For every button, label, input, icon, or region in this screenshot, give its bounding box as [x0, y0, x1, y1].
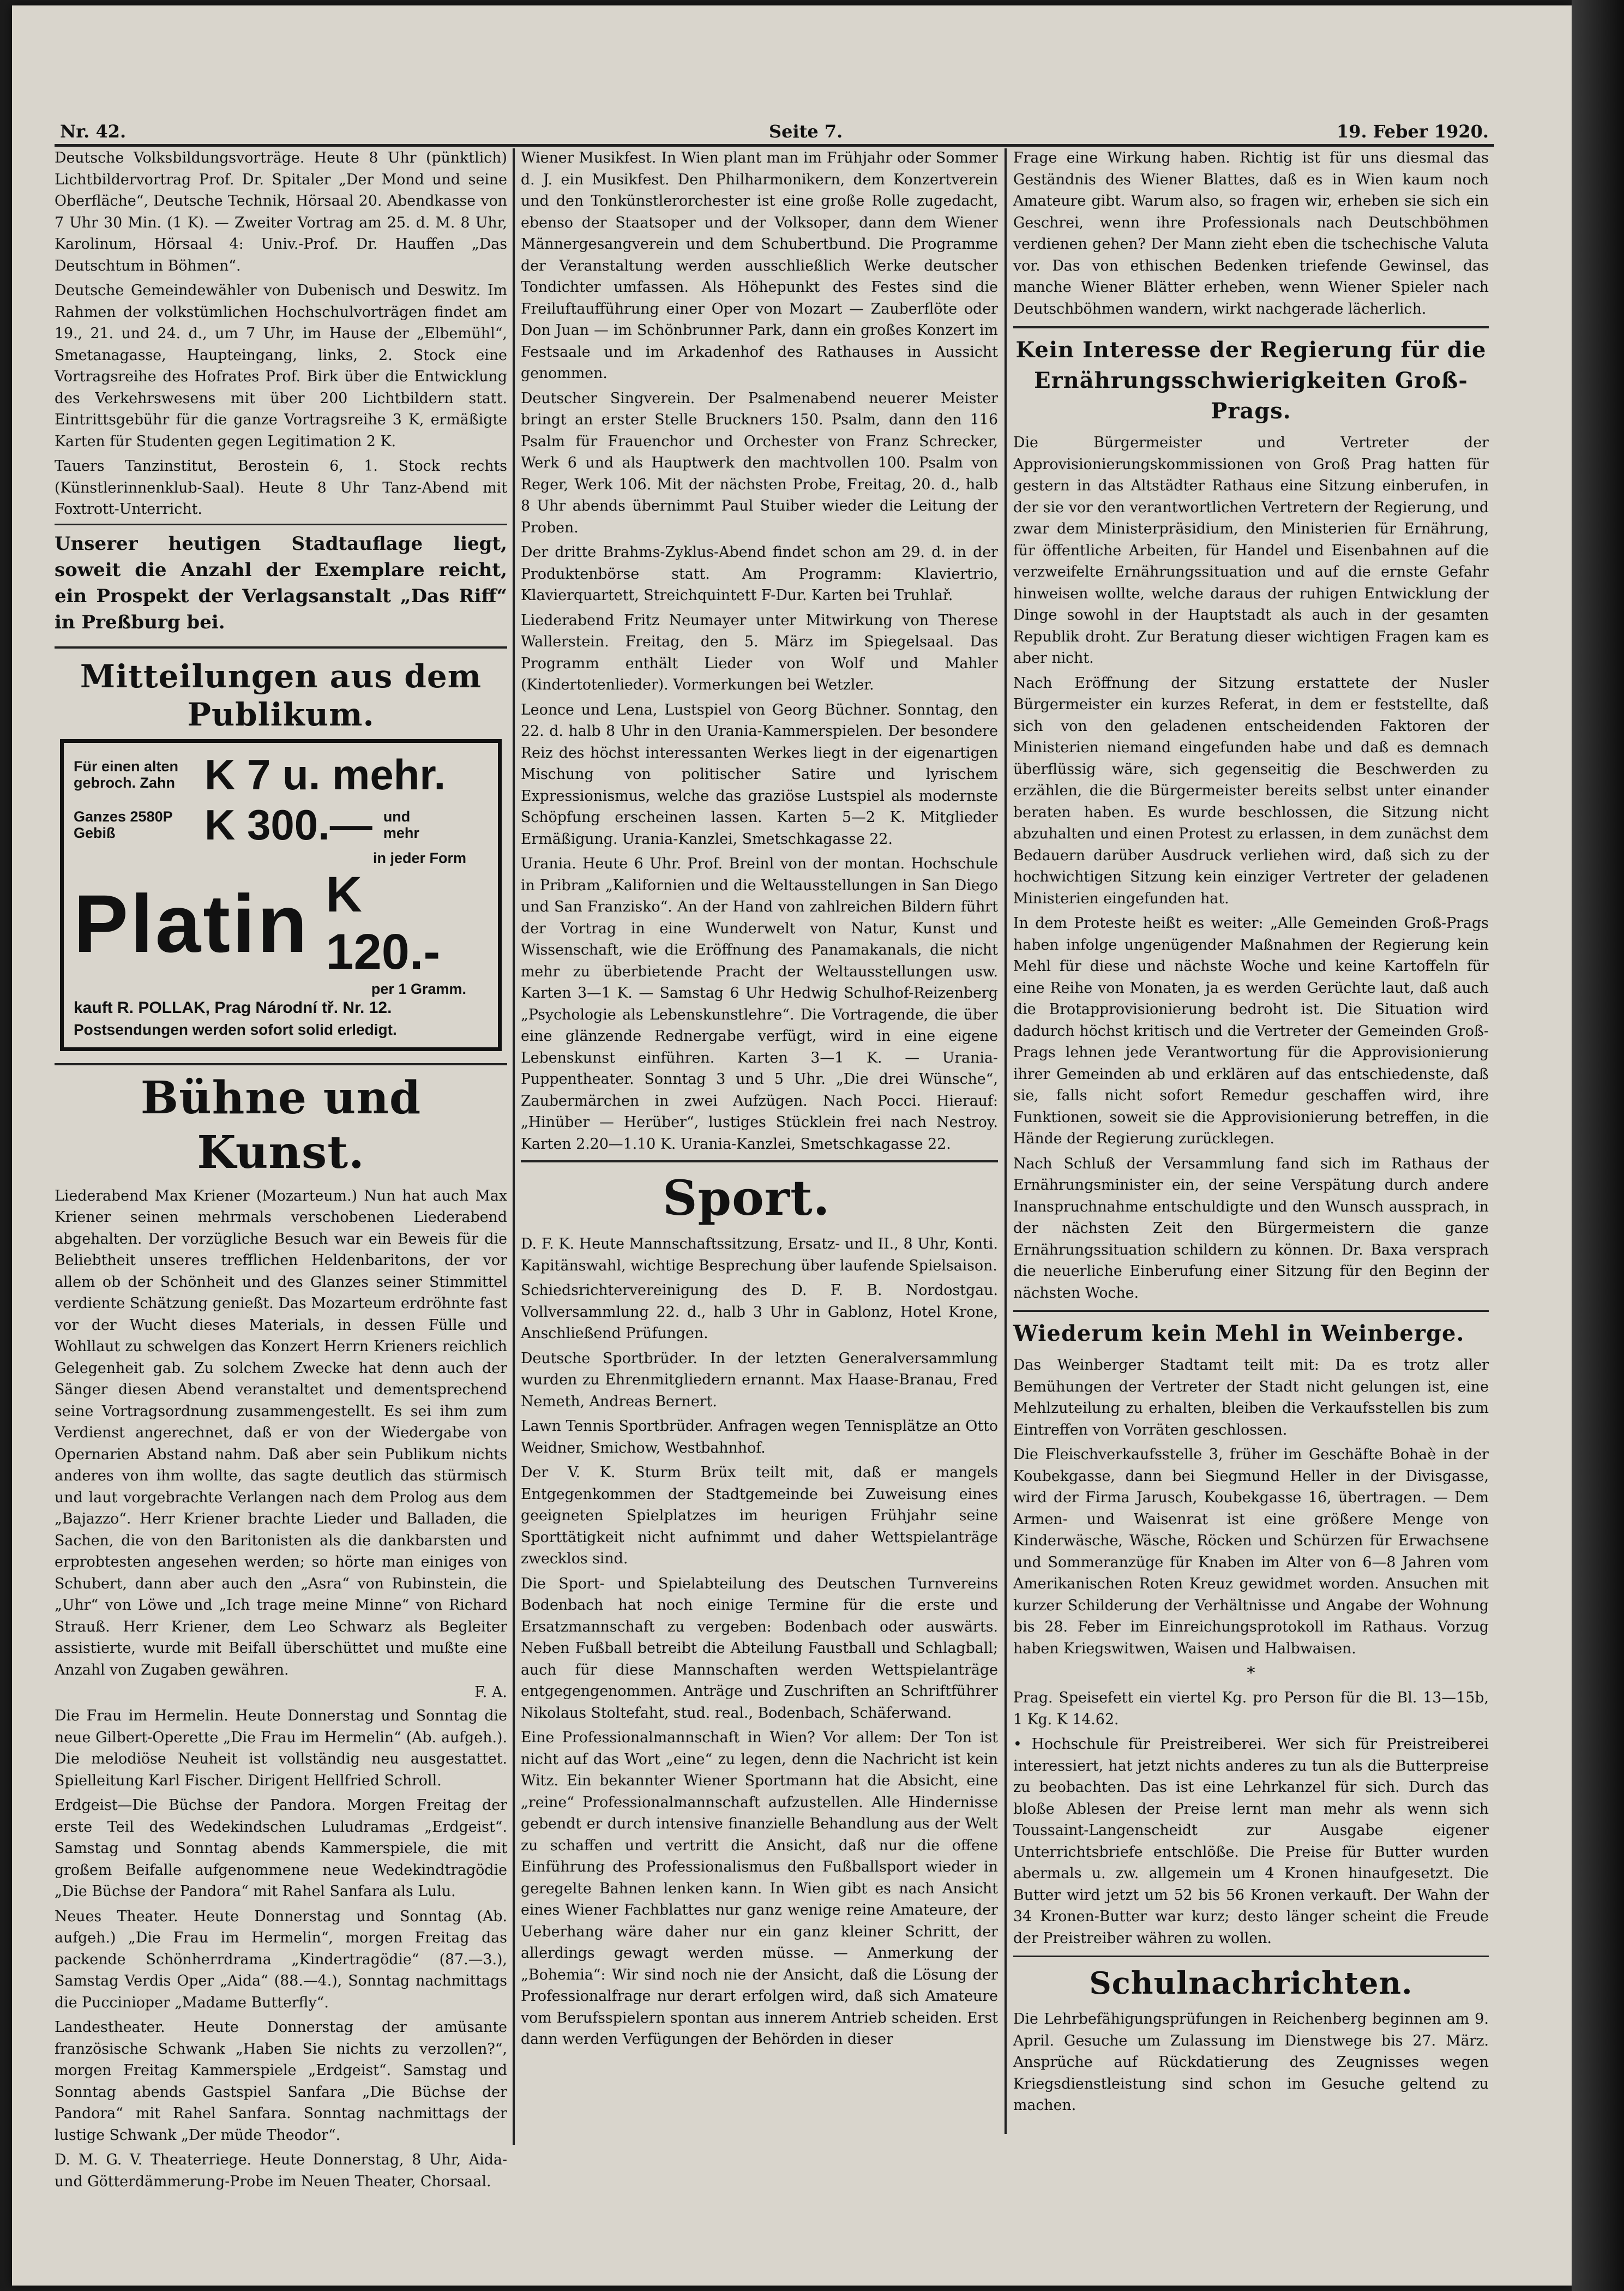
headline-regierung: Kein Interesse der Regierung für die Ernährungsschwierigkeiten Groß-Prags. [1015, 337, 1487, 424]
article-urania: Urania. Heute 6 Uhr. Prof. Breinl von der montan. Hochschule in Pribram „Kalifornien und die Weltausstellungen in San Diego und San Franzisko“. An der Hand von zahlreichen Bildern führt der Vortrag in eine Wunderwelt von Natur, Kunst und Wissenschaft, wie die Eröffnung des Panamakanals, die nicht mehr zu überbietende Pracht der Weltausstellungen usw. Karten 3—1 K. — Samstag 6 Uhr Hedwig Schulhof-Reizenberg „Psychologie als Lebenskunstlehre“. Die Vortragende, die über eine glänzende Rednergabe verfügt, wird in eine eigene Lebenskunst einführen. Karten 3—1 K. — Urania-Puppentheater. Sonntag 3 und 5 Uhr. „Die drei Wünsche“, Zaubermärchen in zwei Aufzügen. Nach Pocci. Hierauf: „Hinüber — Herüber“, lustiges Stücklein frei nach Nestroy. Karten 2.20—1.10 K. Urania-Kanzlei, Smetschkagasse 22. [521, 855, 998, 1153]
mitteilungen-title: Mitteilungen aus dem Publikum. [80, 657, 482, 733]
ad-per-gramm: per 1 Gramm. [371, 980, 466, 997]
issue-date: 19. Feber 1920. [1336, 121, 1489, 142]
article-gemeindewaehler: Deutsche Gemeindewähler von Dubenisch und Deswitz. Im Rahmen der volkstümlichen Hochschulvorträgen findet am 19., 21. und 24. d., um 7 Uhr, im Hause der „Elbemühl“, Smetanagasse, Haupteingang, links, 2. Stock eine Vortragsreihe des Hofrates Prof. Birk über die Entwicklung des Verkehrswesens mit über 200 Lichtbildern statt. Eintrittsgebühr für die ganze Vortragsreihe 3 K, ermäßigte Karten für Studenten gegen Legitimation 2 K. [55, 282, 507, 450]
page-number: Seite 7. [769, 121, 843, 142]
separator-star: * [1247, 1664, 1255, 1683]
column-3 [1013, 147, 1489, 2114]
article-kriener: Liederabend Max Kriener (Mozarteum.) Nun hat auch Max Kriener seinen mehrmals verschobenen Liederabend abgehalten. Der vorzügliche Besuch war ein Beweis für die Beliebtheit unseres trefflichen Heldenbaritons, der vor allem ob der Schönheit und des Glanzes seiner Stimmittel verdiente Schätzung genießt. Das Mozarteum erdröhnte fast vor der Wucht dieses Materials, in dessen Fülle und Wohllaut zu schwelgen das Konzert Herrn Krieners reichlich Gelegenheit gab. Zu solchem Zwecke hat denn auch der Sänger diesen Abend veranstaltet und dementsprechend seine Vortragsordnung zusammengestellt. Es sei ihm zum Verdienst angerechnet, daß er von der Wiedergabe von Opernarien Abstand nahm. Daß aber sein Publikum nichts anderes von ihm wollte, das sagte deutlich das stürmisch und laut vorgebrachte Verlangen nach dem Prolog aus dem „Bajazzo“. Herr Kriener brachte Lieder und Balladen, die Sachen, die von den Baritonisten als die dankbarsten und erprobtesten angesehen werden; so hörte man einiges von Schubert, dann aber auch den „Asra“ von Rubinstein, die „Uhr“ von Löwe und „Ich trage meine Minne“ von Richard Strauß. Herr Kriener, dem Leo Schwarz als Begleiter assistierte, wurde mit Beifall überschüttet und mußte eine Anzahl von Zugaben gewähren. [55, 1187, 507, 1678]
article-sturm-bruex: Der V. K. Sturm Brüx teilt mit, daß er mangels Entgegenkommen der Stadtgemeinde bei Zuweisung eines geeigneten Spielplatzes im heurigen Frühjahr seine Sporttätigkeit nicht aufnimmt und daher Wettspielanträge zwecklos sind. [521, 1464, 998, 1567]
ad-zahn-price: K 7 u. mehr. [204, 750, 446, 799]
article-neumayer: Liederabend Fritz Neumayer unter Mitwirkung von Therese Wallerstein. Freitag, den 5. März im Spiegelsaal. Das Programm enthält Lieder von Wolf und Mahler (Kindertotenlieder). Vormerkungen bei Wetzler. [521, 611, 998, 693]
ad-zahn-label: Für einen alten gebroch. Zahn [74, 758, 179, 791]
column-2 [521, 147, 998, 2166]
column-divider-2 [1005, 148, 1007, 2134]
buehne-title: Bühne und Kunst. [140, 1071, 422, 1179]
column-1 [55, 147, 507, 2190]
column-divider-1 [513, 148, 515, 2145]
article-sportbrueder: Deutsche Sportbrüder. In der letzten Generalversammlung wurden zu Ehrenmitgliedern ernannt. Max Haase-Branau, Fred Nemeth, Andreas Bernert. [521, 1350, 998, 1410]
article-neues-theater: Neues Theater. Heute Donnerstag und Sonntag (Ab. aufgeh.) „Die Frau im Hermelin“, morgen Freitag das packende Schönherrdrama „Kindertragödie“ (87.—3.), Samstag Verdis Oper „Aida“ (88.—4.), Sonntag nachmittags die Puccinioper „Madame Butterfly“. [55, 1908, 507, 2011]
article-fleischverkauf: Die Fleischverkaufsstelle 3, früher im Geschäfte Bohaè in der Koubekgasse, dann bei Siegmund Heller in der Divisgasse, wird der Firma Jarusch, Koubekgasse 16, übertragen. — Dem Armen- und Waisenrat ist eine größere Menge von Kinderwäsche, Wäsche, Röcken und Schürzen für Erwachsene und Sommeranzüge für Knaben im Alter von 6—8 Jahren vom Amerikanischen Roten Kreuz gewidmet worden. Ansuchen mit kurzer Schilderung der Verhältnisse und Angabe der Wohnung bis 28. Feber im Einreichungsprotokoll im Rathaus. Vorzug haben Kriegswitwen, Waisen und Halbwaisen. [1013, 1446, 1489, 1657]
ad-gebiss-tail: und mehr [383, 808, 419, 841]
article-weinberge: Das Weinberger Stadtamt teilt mit: Da es trotz aller Bemühungen der Vertreter der Stadt nicht gelungen ist, eine Mehlzuteilung zu erhalten, bleiben die Verkaufsstellen bis zum Eintreffen von Vorräten geschlossen. [1013, 1357, 1489, 1438]
ad-postsendungen: Postsendungen werden sofort solid erledigt. [74, 1021, 397, 1038]
ad-platin-price: K 120.- [326, 866, 441, 980]
article-erdgeist: Erdgeist—Die Büchse der Pandora. Morgen Freitag der erste Teil des Wedekindschen Luludramas „Erdgeist“. Samstag und Sonntag abends Kammerspiele, die mit großem Beifalle aufgenommene neue Wedekindtragödie „Die Büchse der Pandora“ mit Rahel Sanfara als Lulu. [55, 1797, 507, 1900]
article-singverein: Deutscher Singverein. Der Psalmenabend neuerer Meister bringt an erster Stelle Bruckners 150. Psalm, dann den 116 Psalm für Frauenchor und Orchester von Franz Schrecker, Werk 6 und als Hauptwerk den machtvollen 100. Psalm von Reger, Werk 106. Mit der nächsten Probe, Freitag, 20. d., halb 8 Uhr abends übernimmt Paul Stuiber wieder die Leitung der Proben. [521, 389, 998, 536]
article-hermelin: Die Frau im Hermelin. Heute Donnerstag und Sonntag die neue Gilbert-Operette „Die Frau im Hermelin“ (Ab. aufgeh.). Die melodiöse Neuheit ist vollständig neu ausgestattet. Spielleitung Karl Fischer. Dirigent Hellfried Schroll. [55, 1707, 507, 1789]
article-lehrbefaehigung: Die Lehrbefähigungsprüfungen in Reichenberg beginnen am 9. April. Gesuche um Zulassung im Dienstwege bis 27. März. Ansprüche auf Rückdatierung des Zeugnisses wegen Kriegsdienstleistung sind schon im Gesuche geltend zu machen. [1013, 2011, 1489, 2114]
article-musikfest: Wiener Musikfest. In Wien plant man im Frühjahr oder Sommer d. J. ein Musikfest. Den Philharmonikern, dem Konzertverein und den Tonkünstlerorchester ist eine große Rolle zugedacht, ebenso der Staatsoper und der Volksoper, dann dem Wiener Männergesangverein und dem Schubertbund. Die Programme der Veranstaltung werden ausschließlich Werke deutscher Tondichter umfassen. Als Höhepunkt des Festes sind die Freiluftaufführung einer Oper von Mozart — Zauberflöte oder Don Juan — im Schönbrunner Park, dann ein großes Konzert im Festsaale und im Arkadenhof des Rathauses in Aussicht genommen. [521, 149, 998, 382]
article-leonce-lena: Leonce und Lena, Lustspiel von Georg Büchner. Sonntag, den 22. d. halb 8 Uhr in den Urania-Kammerspielen. Der besondere Reiz des höchst interessanten Werkes liegt in der eigenartigen Mischung von politischer Satire und lyrischem Expressionismus, welche das graziöse Lustspiel als modernste Schöpfung erscheinen lassen. Karten 5—2 K. Mitglieder Ermäßigung. Urania-Kanzlei, Smetschkagasse 22. [521, 701, 998, 848]
ad-gebiss-price: K 300.— [204, 800, 372, 849]
scan-edge [1572, 0, 1624, 2291]
divider [1013, 1310, 1489, 1312]
article-dfk: D. F. K. Heute Mannschaftssitzung, Ersatz- und II., 8 Uhr, Konti. Kapitänswahl, wichtige Besprechung über laufende Spielsaison. [521, 1236, 998, 1274]
article-preistreiberei: • Hochschule für Preistreiberei. Wer sich für Preistreiberei interessiert, hat jetzt nichts anderes zu tun als die Butterpreise zu beobachten. Das ist eine Lehrkanzel für sich. Durch das bloße Ablesen der Preise lernt man mehr als wenn sich Toussaint-Langenscheidt zur Ausgabe eigener Unterrichtsbriefe entschlöße. Die Preise für Butter wurden abermals u. zw. allgemein um 4 Kronen hinaufgesetzt. Die Butter wird jetzt um 52 bis 56 Kronen verkauft. Der Wahn der 34 Kronen-Butter war kurz; desto länger scheint die Freude der Preistreiber währen zu wollen. [1013, 1736, 1489, 1947]
article-eroeffnung: Nach Eröffnung der Sitzung erstattete der Nusler Bürgermeister ein kurzes Referat, in dem er feststellte, daß sich von den geladenen entscheidenden Faktoren der Ministerien niemand eingefunden habe und daß es demnach überflüssig wäre, sich gegenseitig die Beschwerden zu erzählen, die die Bürgermeister bereits selbst unter einander beraten haben. Es wurde beschlossen, die Sitzung nicht abzuhalten und einen Protest zu erlassen, in dem zunächst dem Bedauern darüber Ausdruck verliehen wird, daß sich zu der hochwichtigen Sitzung kein einziger Vertreter der geladenen Ministerien eingefunden hat. [1013, 674, 1489, 907]
article-theaterriege: D. M. G. V. Theaterriege. Heute Donnerstag, 8 Uhr, Aida- und Götterdämmerung-Probe im Neuen Theater, Chorsaal. [55, 2151, 507, 2190]
sport-title: Sport. [663, 1170, 831, 1226]
divider [55, 1063, 507, 1065]
article-protest: In dem Proteste heißt es weiter: „Alle Gemeinden Groß-Prags haben infolge ungenügender Maßnahmen der Regierung kein Mehl für diese und nächste Woche und keine Kartoffeln für eine Reihe von Monaten, ja es werden Gerüchte laut, daß auch die Brotapprovisionierung bedroht ist. Die Situation wird dadurch höchst kritisch und die Vertreter der Gemeinden Groß-Prags lehnen jede Verantwortung für die Approvisionierung ihrer Gemeinden ab und erklären auf das entschiedenste, daß sie, falls nicht sofort Remedur geschaffen wird, ihre Funktionen, soweit sie die Approvisionierung betreffen, in die Hände der Regierung zurücklegen. [1013, 915, 1489, 1147]
article-approvisionierung: Die Bürgermeister und Vertreter der Approvisionierungskommissionen von Groß Prag hatten für gestern in das Altstädter Rathaus eine Sitzung einberufen, in der sie vor den verantwortlichen Vertretern der Regierung, und zwar dem Ministerpräsidium, den Ministerien für Ernährung, für öffentliche Arbeiten, für Handel und Eisenbahnen auf die verzweifelte Ernährungssituation und auf die ernste Gefahr hinweisen wollte, welche daraus der ruhigen Entwicklung der Dinge sowohl in der Hauptstadt als auch in der gesamten Republik droht. Zur Beratung dieser wichtigen Fragen kam es aber nicht. [1013, 434, 1489, 667]
article-landestheater: Landestheater. Heute Donnerstag der amüsante französische Schwank „Haben Sie nichts zu verzollen?“, morgen Freitag Kammerspiele „Erdgeist“. Samstag und Sonntag abends Gastspiel Sanfara „Die Büchse der Pandora“ mit Rahel Sanfara. Sonntag nachmittags der lustige Schwank „Der müde Theodor“. [55, 2019, 507, 2144]
article-speisefett: Prag. Speisefett ein viertel Kg. pro Person für die Bl. 13—15b, 1 Kg. K 14.62. [1013, 1689, 1489, 1728]
article-volksbildung: Deutsche Volksbildungsvorträge. Heute 8 Uhr (pünktlich) Lichtbildervortrag Prof. Dr. Spitaler „Der Mond und seine Oberfläche“, Deutsche Technik, Hörsaal 20. Abendkasse von 7 Uhr 30 Min. (1 K). — Zweiter Vortrag am 25. d. M. 8 Uhr, Karolinum, Hörsaal 4: Univ.-Prof. Dr. Hauffen „Das Deutschtum in Böhmen“. [55, 149, 507, 274]
header-rule [55, 144, 1494, 147]
pollak-advertisement [60, 739, 502, 1051]
article-ernaehrungsminister: Nach Schluß der Versammlung fand sich im Rathaus der Ernährungsminister ein, der seine Verspätung durch andere Inanspruchnahme entschuldigte und den Wunsch aussprach, in der nächsten Zeit den Bürgermeistern die ganze Ernährungssituation schildern zu können. Dr. Baxa versprach die neuerliche Einberufung einer Sitzung für den Beginn der nächsten Woche. [1013, 1155, 1489, 1302]
divider [1013, 1956, 1489, 1957]
divider [55, 524, 507, 525]
ad-platin: Platin [74, 877, 310, 969]
divider [55, 646, 507, 649]
headline-mehl: Wiederum kein Mehl in Weinberge. [1013, 1321, 1465, 1346]
byline: F. A. [474, 1684, 507, 1701]
article-professional: Eine Professionalmannschaft in Wien? Vor allem: Der Ton ist nicht auf das Wort „eine“ zu legen, denn die Nachricht ist kein Witz. Ein bekannter Wiener Sportmann hat die Absicht, eine „reine“ Professionalmannschaft aufzustellen. Alle Hindernisse gebendt er durch intensive finanzielle Behandlung aus der Welt zu schaffen und vertritt die Ansicht, daß nur die offene Einführung des Professionalismus den Fußballsport wieder in geregelte Bahnen lenken kann. In Wien gibt es nach Ansicht eines Wiener Fachblattes nur ganz wenige reine Amateure, der Ueberhang wäre daher nur ein ganz kleiner Schritt, der allerdings gewagt werden müsse. — Anmerkung der „Bohemia“: Wir sind noch nie der Ansicht, daß die Lösung der Professionalfrage nur derart erfolgen wird, daß sich Amateure vom Berufsspielern spontan aus innerem Antrieb scheiden. Erst dann werden Verfügungen der Behörden in dieser [521, 1729, 998, 2048]
article-tanzinstitut: Tauers Tanzinstitut, Berostein 6, 1. Stock rechts (Künstlerinnenklub-Saal). Heute 8 Uhr Tanz-Abend mit Foxtrott-Unterricht. [55, 458, 507, 518]
article-schiedsrichter: Schiedsrichtervereinigung des D. F. B. Nordostgau. Vollversammlung 22. d., halb 3 Uhr in Gablonz, Hotel Krone, Anschließend Prüfungen. [521, 1282, 998, 1342]
headline-schulnachrichten: Schulnachrichten. [1089, 1965, 1413, 2001]
ad-gebiss-label: Ganzes 2580P Gebiß [74, 808, 173, 841]
issue-number: Nr. 42. [60, 121, 127, 142]
divider [521, 1160, 998, 1162]
notice-prospekt: Unserer heutigen Stadtauflage liegt, soweit die Anzahl der Exemplare reicht, ein Prospekt der Verlagsanstalt „Das Riff“ in Preßburg bei. [55, 532, 507, 633]
article-continued: Frage eine Wirkung haben. Richtig ist für uns diesmal das Geständnis des Wiener Blattes, daß es in Wien kaum noch Amateure gibt. Warum also, so fragen wir, erheben sie sich ein Geschrei, wenn ihre Professionals nach Deutschböhmen verdienen gehen? Der Mann zieht eben die tschechische Valuta vor. Das von ethischen Bedenken triefende Gewinsel, das manche Wiener Blätter erheben, wenn Wiener Spieler nach Deutschböhmen wandern, wirkt nachgerade lächerlich. [1013, 149, 1489, 317]
ad-form-label: in jeder Form [372, 849, 466, 866]
article-brahms: Der dritte Brahms-Zyklus-Abend findet schon am 29. d. in der Produktenbörse statt. Am Programm: Klaviertrio, Klavierquartett, Streichquintett F-Dur. Karten bei Truhlař. [521, 544, 998, 604]
divider [1013, 326, 1489, 328]
article-turnverein: Die Sport- und Spielabteilung des Deutschen Turnvereins Bodenbach hat noch einige Termine für die erste und Ersatzmannschaft zu vergeben: Bodenbach oder auswärts. Neben Fußball betreibt die Abteilung Faustball und Schlagball; auch für diese Mannschaften werden Wettspielanträge entgegengenommen. Anträge und Zuschriften an Schriftführer Nikolaus Stoltefaht, stud. real., Bodenbach, Schäferwand. [521, 1575, 998, 1722]
ad-kauft: kauft R. POLLAK, Prag Národní tř. Nr. 12. [74, 998, 392, 1017]
article-lawn-tennis: Lawn Tennis Sportbrüder. Anfragen wegen Tennisplätze an Otto Weidner, Smichow, Westbahnhof. [521, 1418, 998, 1456]
